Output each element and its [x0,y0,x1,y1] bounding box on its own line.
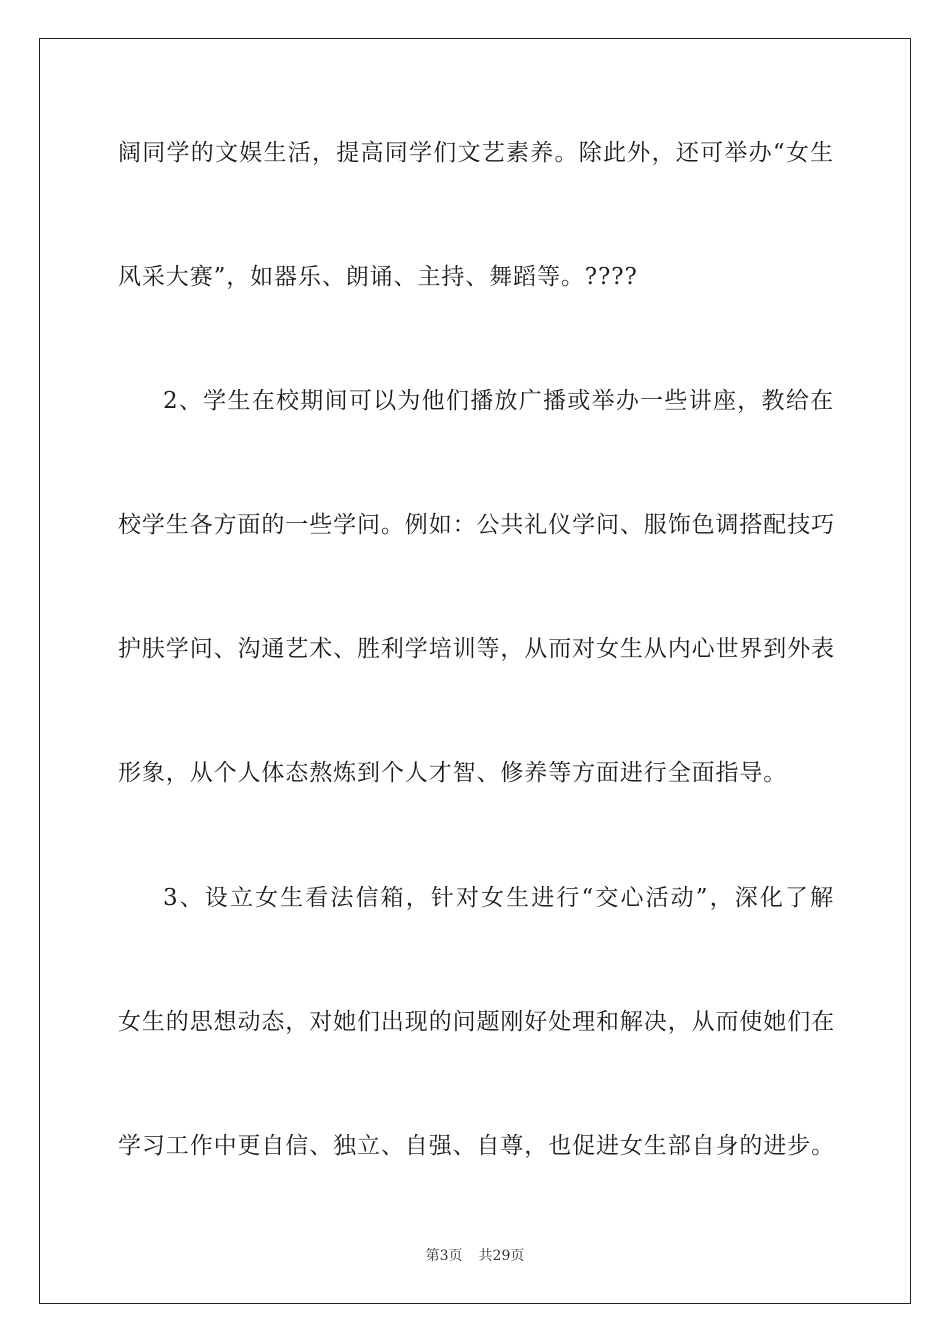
paragraph-line: 学习工作中更自信、独立、自强、自尊，也促进女生部自身的进步。 [118,1133,835,1159]
paragraph-line: 风采大赛”，如器乐、朗诵、主持、舞蹈等。???? [118,264,638,290]
paragraph-line: 护肤学问、沟通艺术、胜利学培训等，从而对女生从内心世界到外表 [118,636,835,662]
page-border [39,38,911,1304]
paragraph-line: 校学生各方面的一些学问。例如：公共礼仪学问、服饰色调搭配技巧 [118,512,835,538]
page-total: 共29页 [478,1248,525,1264]
paragraph-line: 2、学生在校期间可以为他们播放广播或举办一些讲座，教给在 [163,388,834,414]
paragraph-line: 女生的思想动态，对她们出现的问题刚好处理和解决，从而使她们在 [118,1009,835,1035]
page-footer [0,1245,950,1265]
paragraph-line: 3、设立女生看法信箱，针对女生进行“交心活动”，深化了解 [163,885,834,911]
paragraph-line: 形象，从个人体态熬炼到个人才智、修养等方面进行全面指导。 [118,760,788,786]
paragraph-line: 阔同学的文娱生活，提高同学们文艺素养。除此外，还可举办“女生 [118,140,834,166]
page-number: 第3页 [425,1248,463,1264]
